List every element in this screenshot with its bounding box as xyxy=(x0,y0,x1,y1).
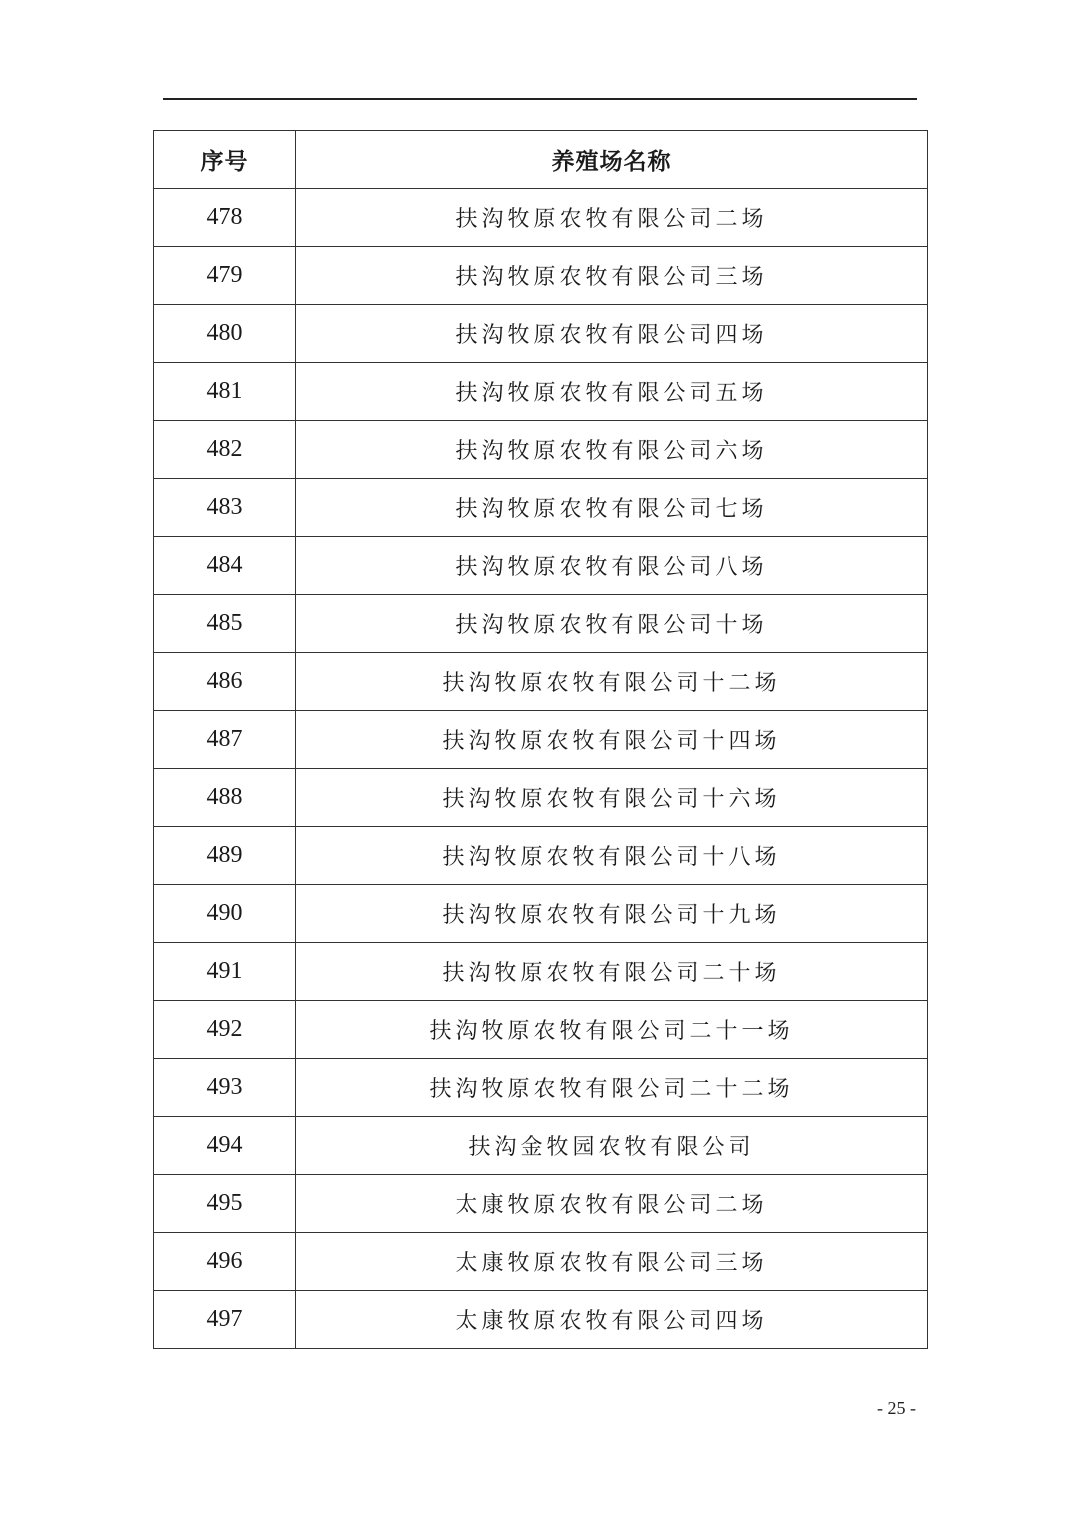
farm-name-cell: 扶沟牧原农牧有限公司十二场 xyxy=(296,653,928,711)
farm-name-cell: 扶沟牧原农牧有限公司十六场 xyxy=(296,769,928,827)
farm-table xyxy=(153,130,928,1349)
farm-name-cell: 扶沟牧原农牧有限公司二十一场 xyxy=(296,1001,928,1059)
farm-name-cell: 扶沟牧原农牧有限公司三场 xyxy=(296,247,928,305)
table-row xyxy=(154,1233,928,1291)
serial-cell: 489 xyxy=(154,827,296,885)
table-row xyxy=(154,769,928,827)
serial-cell: 495 xyxy=(154,1175,296,1233)
serial-cell: 492 xyxy=(154,1001,296,1059)
farm-name-cell: 扶沟牧原农牧有限公司二十场 xyxy=(296,943,928,1001)
serial-cell: 479 xyxy=(154,247,296,305)
farm-name-cell: 扶沟金牧园农牧有限公司 xyxy=(296,1117,928,1175)
serial-cell: 481 xyxy=(154,363,296,421)
farm-name-cell: 扶沟牧原农牧有限公司六场 xyxy=(296,421,928,479)
serial-cell: 484 xyxy=(154,537,296,595)
serial-cell: 496 xyxy=(154,1233,296,1291)
farm-name-cell: 扶沟牧原农牧有限公司十四场 xyxy=(296,711,928,769)
farm-name-cell: 扶沟牧原农牧有限公司八场 xyxy=(296,537,928,595)
serial-cell: 491 xyxy=(154,943,296,1001)
serial-cell: 483 xyxy=(154,479,296,537)
table-row xyxy=(154,479,928,537)
table-row xyxy=(154,827,928,885)
header-rule xyxy=(163,98,917,100)
table-row xyxy=(154,305,928,363)
table-row xyxy=(154,421,928,479)
serial-cell: 490 xyxy=(154,885,296,943)
column-header-serial: 序号 xyxy=(154,131,296,189)
table-row xyxy=(154,1291,928,1349)
table-header-row xyxy=(154,131,928,189)
table-row xyxy=(154,247,928,305)
table-row xyxy=(154,595,928,653)
serial-cell: 487 xyxy=(154,711,296,769)
table-row xyxy=(154,1175,928,1233)
page-number: - 25 - xyxy=(877,1398,916,1418)
farm-name-cell: 扶沟牧原农牧有限公司二场 xyxy=(296,189,928,247)
table-row xyxy=(154,1059,928,1117)
serial-cell: 485 xyxy=(154,595,296,653)
table-row xyxy=(154,1001,928,1059)
serial-cell: 494 xyxy=(154,1117,296,1175)
farm-name-cell: 扶沟牧原农牧有限公司五场 xyxy=(296,363,928,421)
farm-name-cell: 扶沟牧原农牧有限公司十场 xyxy=(296,595,928,653)
serial-cell: 488 xyxy=(154,769,296,827)
serial-cell: 497 xyxy=(154,1291,296,1349)
serial-cell: 493 xyxy=(154,1059,296,1117)
table-row xyxy=(154,189,928,247)
farm-name-cell: 太康牧原农牧有限公司二场 xyxy=(296,1175,928,1233)
table-row xyxy=(154,363,928,421)
table-row xyxy=(154,537,928,595)
farm-name-cell: 扶沟牧原农牧有限公司二十二场 xyxy=(296,1059,928,1117)
table-row xyxy=(154,885,928,943)
table-row xyxy=(154,1117,928,1175)
table-row xyxy=(154,943,928,1001)
column-header-farm-name: 养殖场名称 xyxy=(296,131,928,189)
serial-cell: 482 xyxy=(154,421,296,479)
table-row xyxy=(154,711,928,769)
serial-cell: 486 xyxy=(154,653,296,711)
farm-name-cell: 扶沟牧原农牧有限公司七场 xyxy=(296,479,928,537)
farm-name-cell: 扶沟牧原农牧有限公司四场 xyxy=(296,305,928,363)
table-row xyxy=(154,653,928,711)
farm-name-cell: 太康牧原农牧有限公司三场 xyxy=(296,1233,928,1291)
farm-name-cell: 扶沟牧原农牧有限公司十八场 xyxy=(296,827,928,885)
farm-name-cell: 扶沟牧原农牧有限公司十九场 xyxy=(296,885,928,943)
serial-cell: 480 xyxy=(154,305,296,363)
farm-name-cell: 太康牧原农牧有限公司四场 xyxy=(296,1291,928,1349)
serial-cell: 478 xyxy=(154,189,296,247)
